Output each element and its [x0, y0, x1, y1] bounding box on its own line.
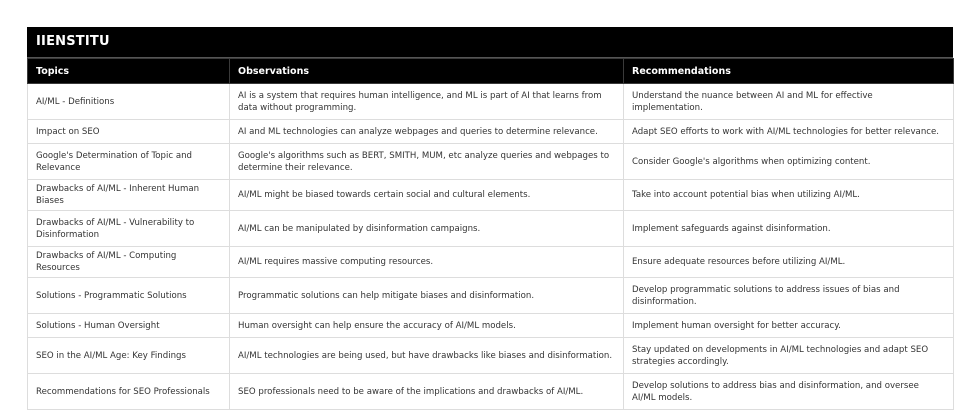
- table-header: [28, 59, 954, 84]
- cell-topic: Drawbacks of AI/ML - Vulnerability to Disinformation: [28, 211, 230, 247]
- header-recommendations: Recommendations: [624, 59, 954, 84]
- table-row: [28, 374, 954, 410]
- cell-recommendation: Consider Google's algorithms when optimizing content.: [624, 144, 954, 180]
- cell-recommendation: Stay updated on developments in AI/ML technologies and adapt SEO strategies accordingly.: [624, 338, 954, 374]
- cell-observation: AI/ML might be biased towards certain social and cultural elements.: [230, 180, 624, 211]
- cell-observation: SEO professionals need to be aware of the implications and drawbacks of AI/ML.: [230, 374, 624, 410]
- table-row: [28, 180, 954, 211]
- cell-observation: Programmatic solutions can help mitigate biases and disinformation.: [230, 278, 624, 314]
- header-topics: Topics: [28, 59, 230, 84]
- cell-recommendation: Develop solutions to address bias and disinformation, and oversee AI/ML models.: [624, 374, 954, 410]
- cell-observation: AI/ML can be manipulated by disinformation campaigns.: [230, 211, 624, 247]
- table-body: [28, 84, 954, 410]
- table-container: [27, 27, 953, 410]
- cell-topic: Solutions - Human Oversight: [28, 314, 230, 338]
- cell-recommendation: Implement human oversight for better accuracy.: [624, 314, 954, 338]
- cell-recommendation: Develop programmatic solutions to address issues of bias and disinformation.: [624, 278, 954, 314]
- table-row: [28, 84, 954, 120]
- cell-recommendation: Implement safeguards against disinformation.: [624, 211, 954, 247]
- cell-observation: AI/ML requires massive computing resources.: [230, 247, 624, 278]
- table-row: [28, 278, 954, 314]
- table-row: [28, 144, 954, 180]
- cell-observation: Human oversight can help ensure the accuracy of AI/ML models.: [230, 314, 624, 338]
- cell-topic: Google's Determination of Topic and Relevance: [28, 144, 230, 180]
- cell-topic: Recommendations for SEO Professionals: [28, 374, 230, 410]
- cell-topic: AI/ML - Definitions: [28, 84, 230, 120]
- cell-observation: AI/ML technologies are being used, but have drawbacks like biases and disinformation.: [230, 338, 624, 374]
- header-row: [28, 59, 954, 84]
- cell-observation: AI is a system that requires human intelligence, and ML is part of AI that learns from data without programming.: [230, 84, 624, 120]
- table-row: [28, 338, 954, 374]
- cell-topic: SEO in the AI/ML Age: Key Findings: [28, 338, 230, 374]
- table-title: IIENSTITU: [27, 27, 953, 58]
- table-row: [28, 120, 954, 144]
- cell-observation: AI and ML technologies can analyze webpages and queries to determine relevance.: [230, 120, 624, 144]
- cell-observation: Google's algorithms such as BERT, SMITH, MUM, etc analyze queries and webpages to determine their relevance.: [230, 144, 624, 180]
- cell-recommendation: Understand the nuance between AI and ML for effective implementation.: [624, 84, 954, 120]
- cell-topic: Drawbacks of AI/ML - Inherent Human Biases: [28, 180, 230, 211]
- cell-recommendation: Adapt SEO efforts to work with AI/ML technologies for better relevance.: [624, 120, 954, 144]
- data-table: [27, 58, 954, 410]
- table-row: [28, 247, 954, 278]
- cell-topic: Solutions - Programmatic Solutions: [28, 278, 230, 314]
- cell-topic: Impact on SEO: [28, 120, 230, 144]
- header-observations: Observations: [230, 59, 624, 84]
- cell-recommendation: Take into account potential bias when utilizing AI/ML.: [624, 180, 954, 211]
- table-row: [28, 211, 954, 247]
- cell-topic: Drawbacks of AI/ML - Computing Resources: [28, 247, 230, 278]
- cell-recommendation: Ensure adequate resources before utilizing AI/ML.: [624, 247, 954, 278]
- table-row: [28, 314, 954, 338]
